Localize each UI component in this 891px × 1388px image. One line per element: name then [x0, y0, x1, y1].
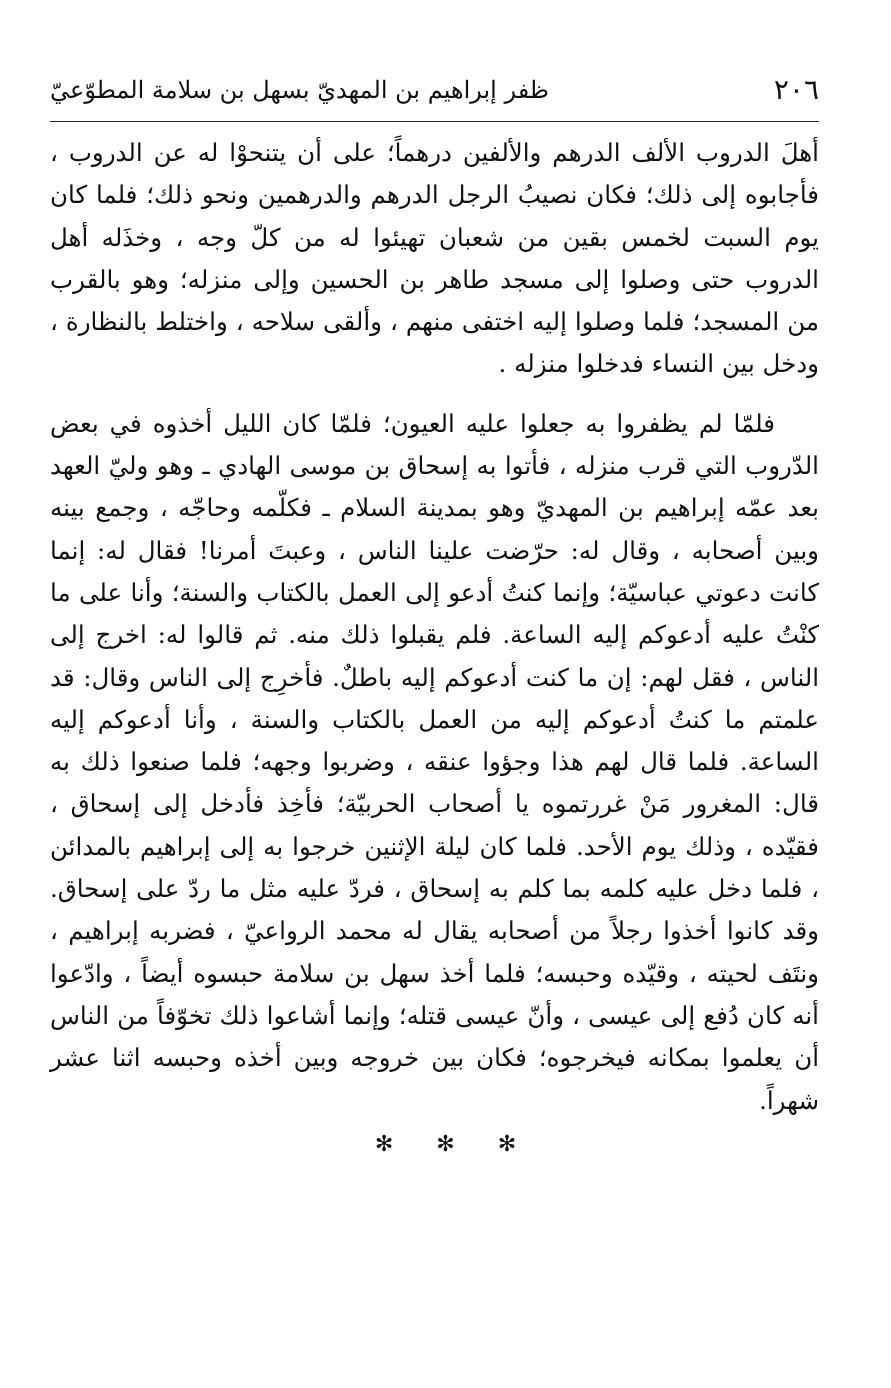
- page-number: ٢٠٦: [773, 73, 819, 107]
- body-text: [50, 132, 819, 1122]
- section-separator: ✻ ✻ ✻: [374, 1132, 535, 1157]
- running-title: ظفر إبراهيم بن المهديّ بسهل بن سلامة المطوّعيّ: [50, 75, 549, 104]
- page-header: [50, 64, 819, 116]
- paragraph-2: فلمّا لم يظفروا به جعلوا عليه العيون؛ فلمّا كان الليل أخذوه في بعض الدّروب التي قرب منزله ، فأتوا به إسحاق بن موسى الهادي ـ وهو وليّ العهد بعد عمّه إبراهيم بن المهديّ وهو بمدينة السلام ـ فكلّمه وحاجّه ، وجمع بينه وبين أصحابه ، وقال له: حرّضت علينا الناس ، وعبتَ أمرنا! فقال له: إنما كانت دعوتي عباسيّة؛ وإنما كنتُ أدعو إلى العمل بالكتاب والسنة؛ وأنا على ما كنْتُ عليه أدعوكم إليه الساعة. فلم يقبلوا ذلك منه. ثم قالوا له: اخرج إلى الناس ، فقل لهم: إن ما كنت أدعوكم إليه باطلٌ. فأخرِج إلى الناس وقال: قد علمتم ما كنتُ أدعوكم إليه من العمل بالكتاب والسنة ، وأنا أدعوكم إليه الساعة. فلما قال لهم هذا وجؤوا عنقه ، وضربوا وجهه؛ فلما صنعوا ذلك به قال: المغرور مَنْ غررتموه يا أصحاب الحربيّة؛ فأخِذ فأدخل إلى إسحاق ، فقيّده ، وذلك يوم الأحد. فلما كان ليلة الإثنين خرجوا به إلى إبراهيم بالمدائن ، فلما دخل عليه كلمه بما كلم به إسحاق ، فردّ عليه مثل ما ردّ على إسحاق. وقد كانوا أخذوا رجلاً من أصحابه يقال له محمد الرواعيّ ، فضربه إبراهيم ، ونتَف لحيته ، وقيّده وحبسه؛ فلما أخذ سهل بن سلامة حبسوه أيضاً ، وادّعوا أنه كان دُفع إلى عيسى ، وأنّ عيسى قتله؛ وإنما أشاعوا ذلك تخوّفاً من الناس أن يعلموا بمكانه فيخرجوه؛ فكان بين خروجه وبين أخذه وحبسه اثنا عشر شهراً.: [50, 408, 819, 1115]
- header-rule: [50, 121, 819, 122]
- paragraph-1: أهلَ الدروب الألف الدرهم والألفين درهماً؛ على أن يتنحوْا له عن الدروب ، فأجابوه إلى ذلك؛ فكان نصيبُ الرجل الدرهم والدرهمين ونحو ذلك؛ فلما كان يوم السبت لخمس بقين من شعبان تهيئوا له من كلّ وجه ، وخذَله أهل الدروب حتى وصلوا إلى مسجد طاهر بن الحسين وإلى منزله؛ وهو بالقرب من المسجد؛ فلما وصلوا إليه اختفى منهم ، وألقى سلاحه ، واختلط بالنظارة ، ودخل بين النساء فدخلوا منزله .: [50, 138, 819, 379]
